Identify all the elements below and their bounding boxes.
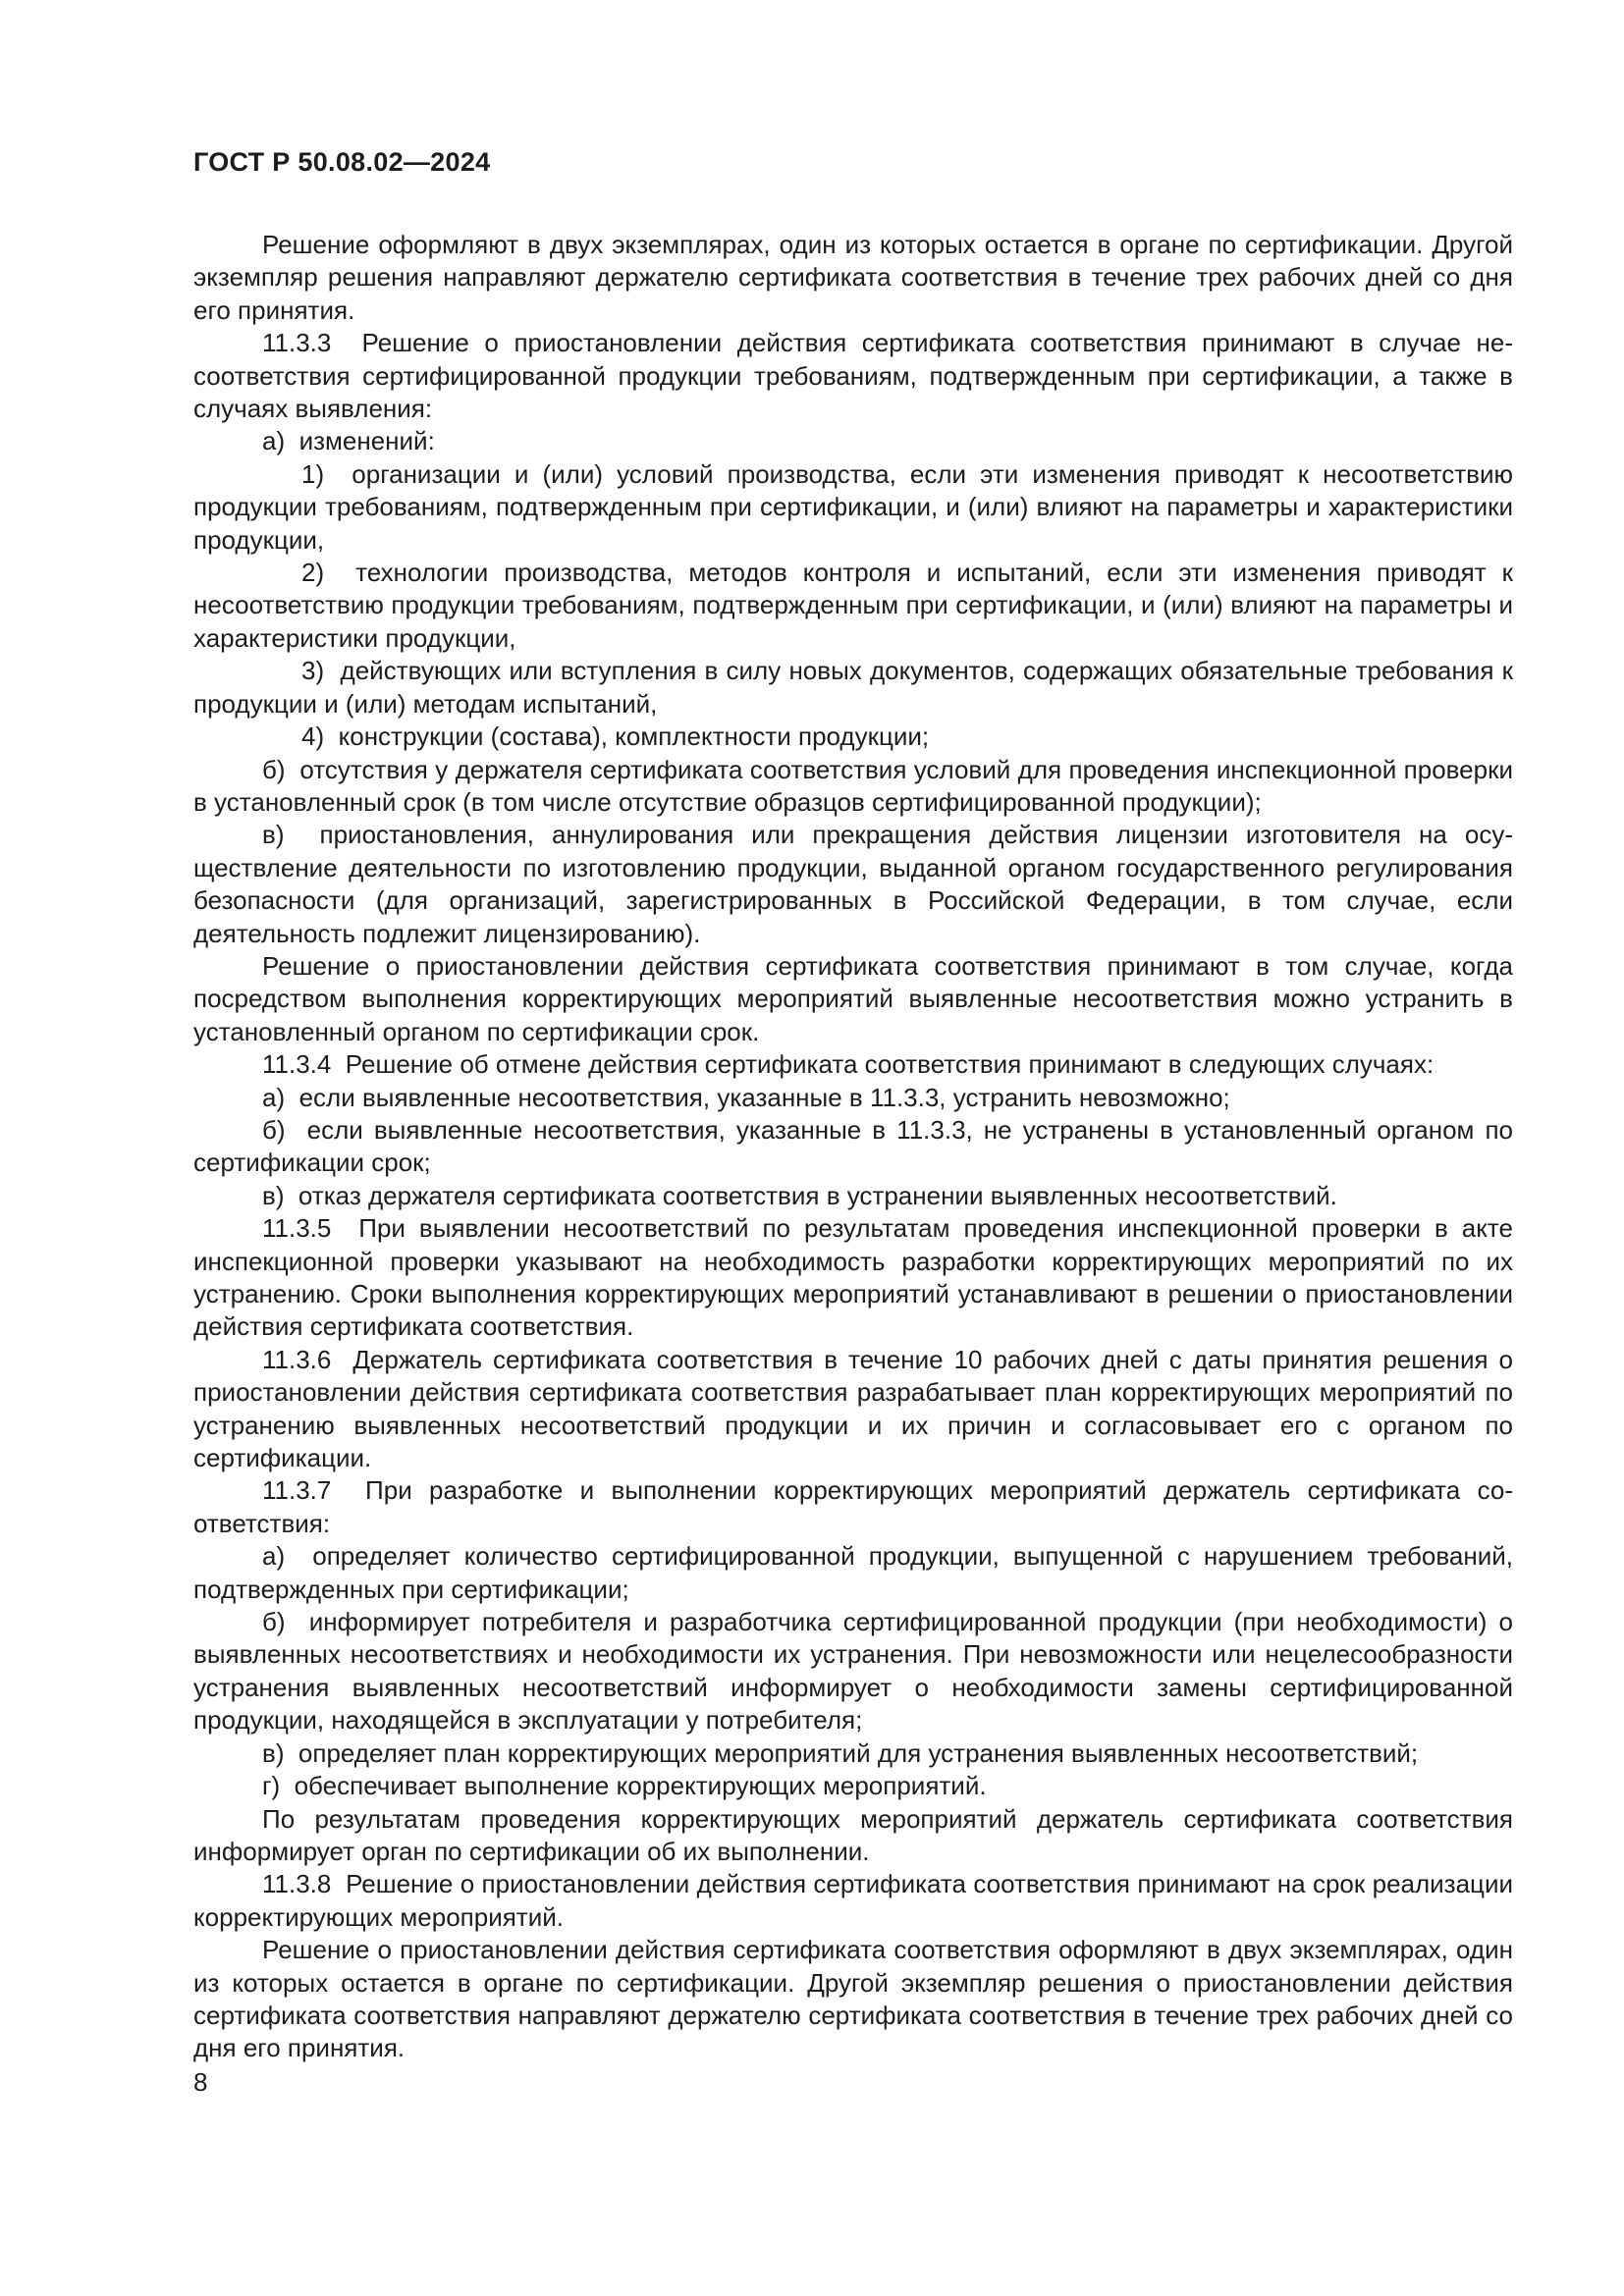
list-item-b: б) отсутствия у держателя сертификата соответствия условий для проведения инспекционной проверки в установленный срок (в том числе отсутствие образцов сертифицированной продукции); — [193, 754, 1513, 817]
list-subitem-4: 4) конструкции (состава), комплектности продукции; — [301, 721, 930, 752]
list-item-v: в) определяет план корректирующих мероприятий для устранения выявленных несоответствий; — [262, 1737, 1419, 1768]
page-number: 8 — [193, 2067, 208, 2097]
paragraph-section-11-3-4: 11.3.4 Решение об отмене действия сертификата соответствия принимают в следующих случаях: — [262, 1049, 1435, 1080]
list-item-g: г) обеспечивает выполнение корректирующих мероприятий. — [262, 1771, 987, 1801]
list-item-v: в) отказ держателя сертификата соответствия в устранении выявленных несоответствий. — [262, 1180, 1337, 1210]
paragraph-section-11-3-5: 11.3.5 При выявлении несоответствий по результатам проведения инспекционной проверки в акте инспекционной проверки указывают на необходимость разработки корректирующих мероприятий по их устранению. Сроки выполнения корректирующих мероприятий устанавливают в решении о приостановлении действия сертификата соответствия. — [193, 1213, 1513, 1342]
list-subitem-1: 1) организации и (или) условий производства, если эти изменения приводят к несоответствию продукции требованиям, подтвержденным при сертификации, и (или) влияют на параметры и характеристики продукции, — [193, 458, 1513, 555]
paragraph: Решение о приостановлении действия сертификата соответствия оформляют в двух экземплярах, один из которых остается в органе по сертификации. Другой экземпляр решения о приостановлении действия сертификата соответствия направляют держателю сертификата соответствия в течение трех рабочих дней со дня его принятия. — [193, 1935, 1513, 2063]
paragraph-section-11-3-6: 11.3.6 Держатель сертификата соответствия в течение 10 рабочих дней с даты принятия решения о приостановлении действия сертификата соответствия разрабатывает план корректирующих мероприятий по устранению выявленных несоответствий продукции и их причин и согласовывает его с органом по сертификации. — [193, 1344, 1513, 1473]
list-item-a: а) если выявленные несоответствия, указанные в 11.3.3, устранить невозможно; — [262, 1082, 1230, 1112]
paragraph: Решение о приостановлении действия сертификата соответствия принимают в том случае, когда посредством выполнения корректирующих мероприятий выявленные несоответствия можно устранить в установленный органом по сертификации срок. — [193, 950, 1513, 1046]
list-item-b: б) если выявленные несоответствия, указанные в 11.3.3, не устранены в установленный органом по сертификации срок; — [193, 1114, 1513, 1178]
paragraph-section-11-3-3: 11.3.3 Решение о приостановлении действия сертификата соответствия принимают в случае несоответствия сертифицированной продукции требованиям, подтвержденным при сертификации, а также в случаях выявления: — [193, 328, 1513, 424]
paragraph-section-11-3-8: 11.3.8 Решение о приостановлении действия сертификата соответствия принимают на срок реализации корректирующих мероприятий. — [193, 1869, 1513, 1932]
list-subitem-2: 2) технологии производства, методов контроля и испытаний, если эти изменения приводят к несоответствию продукции требованиям, подтвержденным при сертификации, и (или) влияют на параметры и характеристики продукции, — [193, 558, 1513, 653]
list-item-a: а) изменений: — [262, 426, 435, 456]
list-item-a: а) определяет количество сертифицированной продукции, выпущенной с нарушением требований, подтвержденных при сертификации; — [193, 1541, 1513, 1604]
document-body — [193, 229, 1513, 2065]
paragraph: Решение оформляют в двух экземплярах, один из которых остается в органе по сертификации. Другой экземпляр решения направляют держателю сертификата соответствия в течение трех рабочих дней со дня его принятия. — [193, 230, 1513, 325]
list-item-b: б) информирует потребителя и разработчика сертифицированной продукции (при необходимости) о выявленных несоответствиях и необходимости их устранения. При невозможности или нецелесообразности устранения выявленных несоответствий информирует о необходимости замены сертифицированной продукции, находящейся в эксплуатации у потребителя; — [193, 1607, 1513, 1735]
document-code-header: ГОСТ Р 50.08.02—2024 — [193, 147, 491, 177]
paragraph: По результатам проведения корректирующих мероприятий держатель сертификата соответствия информирует орган по сертификации об их выполнении. — [193, 1803, 1513, 1866]
list-subitem-3: 3) действующих или вступления в силу новых документов, содержащих обязательные требования к продукции и (или) методам испытаний, — [193, 656, 1513, 719]
list-item-v: в) приостановления, аннулирования или прекращения действия лицензии изготовителя на осуществление деятельности по изготовлению продукции, выданной органом государственного регулирования безопасности (для организаций, зарегистрированных в Российской Федерации, в том случае, если деятельность подлежит лицензированию). — [193, 820, 1513, 948]
paragraph-section-11-3-7: 11.3.7 При разработке и выполнении корректирующих мероприятий держатель сертификата соответствия: — [193, 1475, 1513, 1538]
